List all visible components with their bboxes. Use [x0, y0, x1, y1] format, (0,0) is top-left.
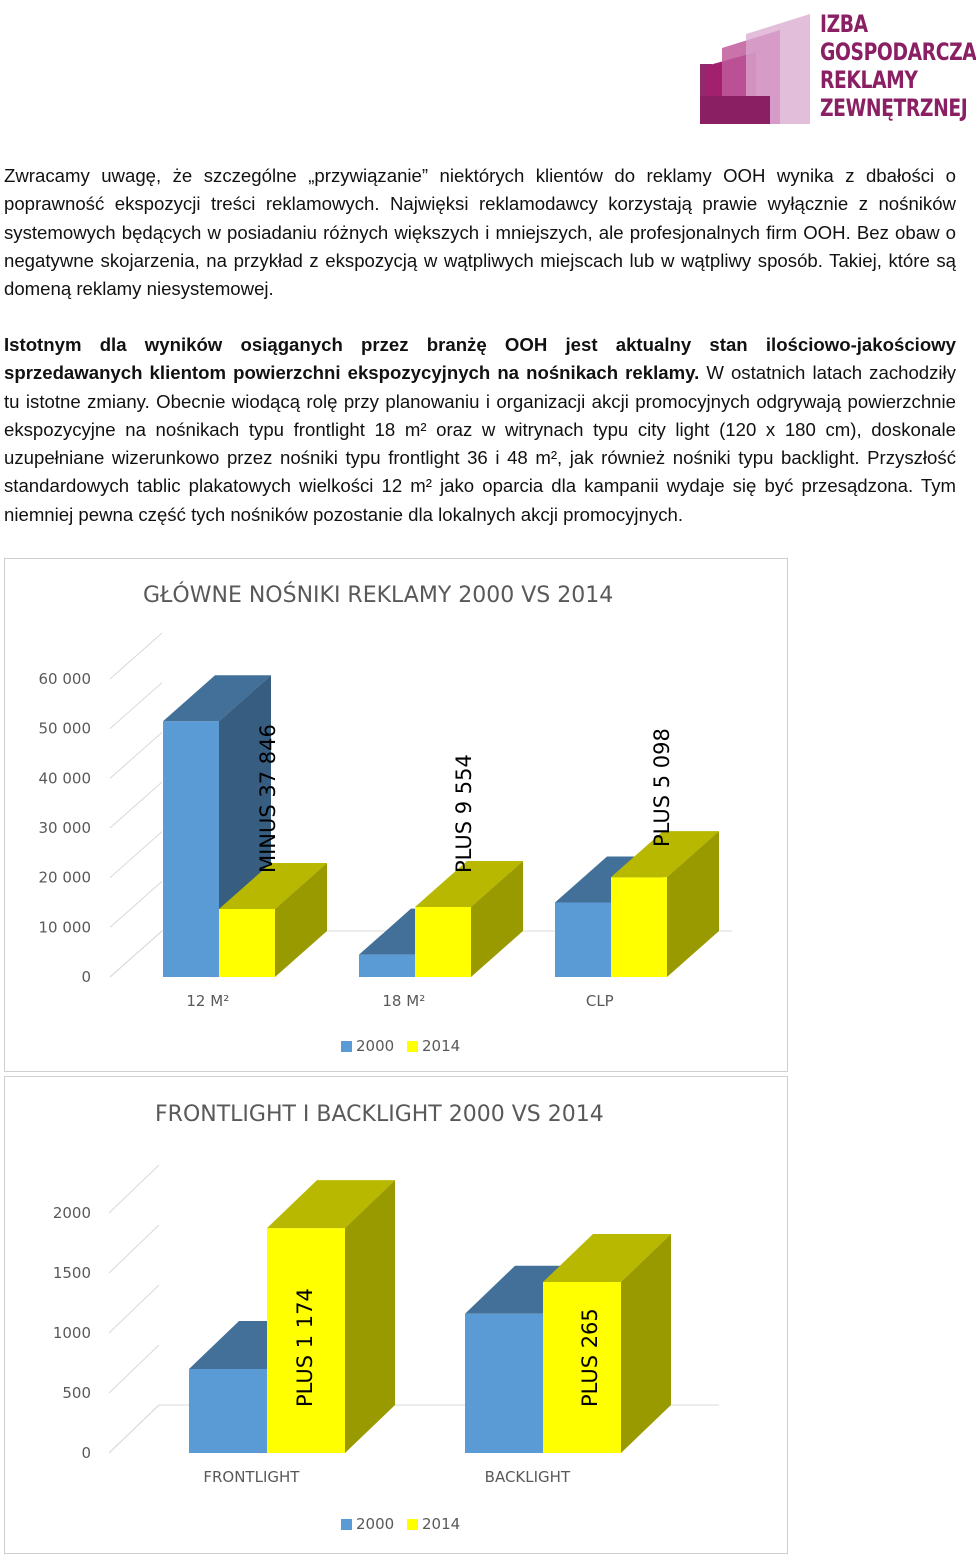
chart-title: GŁÓWNE NOŚNIKI REKLAMY 2000 VS 2014	[143, 583, 614, 608]
y-tick-label: 1000	[52, 1324, 91, 1342]
y-tick-label: 60 000	[38, 670, 91, 688]
y-tick-label: 30 000	[38, 819, 91, 837]
logo-line: GOSPODARCZA	[820, 38, 976, 66]
gridline-depth	[110, 832, 162, 878]
category-label: 12 M²	[186, 992, 230, 1010]
gridline-depth	[110, 732, 162, 778]
y-tick-label: 40 000	[38, 769, 91, 788]
legend-label: 2014	[422, 1515, 461, 1533]
legend-label: 2000	[356, 1037, 395, 1055]
legend-swatch-2000	[341, 1519, 352, 1530]
difference-label: PLUS 1 174	[293, 1288, 317, 1407]
category-label: FRONTLIGHT	[203, 1468, 300, 1486]
gridline-depth	[110, 931, 162, 977]
difference-label: PLUS 9 554	[452, 754, 476, 873]
y-tick-label: 10 000	[38, 918, 91, 937]
bar-2014-0	[219, 909, 275, 977]
logo-text	[820, 10, 976, 122]
gridline-depth	[109, 1165, 159, 1213]
chart-main-carriers-svg	[5, 559, 787, 1071]
category-label: CLP	[585, 992, 614, 1010]
difference-label: PLUS 265	[578, 1308, 602, 1407]
gridline-depth	[109, 1345, 159, 1393]
legend-swatch-2014	[407, 1519, 418, 1530]
y-tick-label: 50 000	[38, 719, 91, 738]
y-tick-label: 0	[81, 968, 91, 986]
paragraph-bold-lead: Istotnym dla wyników osiąganych przez branżę OOH jest aktualny stan ilościowo-jakościowy sprzedawanych klientom powierzchni ekspozycyjnych na nośnikach reklamy.	[4, 334, 956, 384]
legend-label: 2000	[356, 1515, 395, 1533]
chart-frontlight-backlight-svg	[5, 1077, 787, 1553]
legend-label: 2014	[422, 1037, 461, 1055]
legend-swatch-2014	[407, 1041, 418, 1052]
gridline-depth	[109, 1405, 159, 1453]
bar-2000-2	[555, 903, 611, 978]
category-label: 18 M²	[382, 992, 426, 1010]
y-tick-label: 0	[81, 1444, 91, 1462]
gridline-depth	[109, 1285, 159, 1333]
chart-frontlight-backlight	[4, 1076, 788, 1554]
logo	[700, 8, 976, 128]
category-label: BACKLIGHT	[484, 1468, 571, 1486]
logo-line: IZBA	[820, 10, 868, 38]
paragraph-market	[4, 331, 956, 529]
bar-2000-0	[163, 721, 219, 977]
bar-2014-1	[415, 907, 471, 977]
gridline-depth	[110, 633, 162, 679]
difference-label: MINUS 37 846	[256, 724, 280, 873]
gridline-depth	[109, 1225, 159, 1273]
gridline-depth	[110, 782, 162, 828]
logo-line: ZEWNĘTRZNEJ	[820, 94, 968, 122]
difference-label: PLUS 5 098	[650, 728, 674, 847]
bar-2000-1	[359, 955, 415, 977]
bar-2000-1	[465, 1314, 543, 1453]
y-tick-label: 500	[62, 1384, 91, 1402]
bar-side-2014-0	[345, 1180, 395, 1453]
y-tick-label: 2000	[52, 1204, 91, 1222]
paragraph-body: W ostatnich latach zachodziły tu istotne zmiany. Obecnie wiodącą rolę przy planowaniu i organizacji akcji promocyjnych odgrywają powierzchnie ekspozycyjne na nośnikach typu frontlight 18 m² oraz w witrynach typu city light (120 x 180 cm), doskonale uzupełniane wizerunkowo przez nośniki typu frontlight 36 i 48 m², jak również nośniki typu backlight. Przyszłość standardowych tablic plakatowych wielkości 12 m² jako oparcia dla kampanii wydaje się być przesądzona. Tym niemniej pewna część tych nośników pozostanie dla lokalnych akcji promocyjnych.	[4, 362, 956, 525]
gridline-depth	[110, 683, 162, 729]
gridline-depth	[110, 881, 162, 927]
y-tick-label: 20 000	[38, 868, 91, 887]
paragraph-intro: Zwracamy uwagę, że szczególne „przywiązanie” niektórych klientów do reklamy OOH wynika z dbałości o poprawność ekspozycji treści reklamowych. Najwięksi reklamodawcy korzystają prawie wyłącznie z nośników systemowych będących w posiadaniu różnych większych i mniejszych, ale profesjonalnych firm OOH. Bez obaw o negatywne skojarzenia, na przykład z ekspozycją w wątpliwych miejscach lub w wątpliwy sposób. Takiej, które są domeną reklamy niesystemowej.	[4, 165, 956, 300]
logo-line: REKLAMY	[820, 66, 918, 94]
chart-main-carriers	[4, 558, 788, 1072]
y-tick-label: 1500	[52, 1264, 91, 1282]
bar-2000-0	[189, 1369, 267, 1453]
bar-2014-2	[611, 877, 667, 977]
chart-title: FRONTLIGHT I BACKLIGHT 2000 VS 2014	[155, 1102, 604, 1127]
legend-swatch-2000	[341, 1041, 352, 1052]
